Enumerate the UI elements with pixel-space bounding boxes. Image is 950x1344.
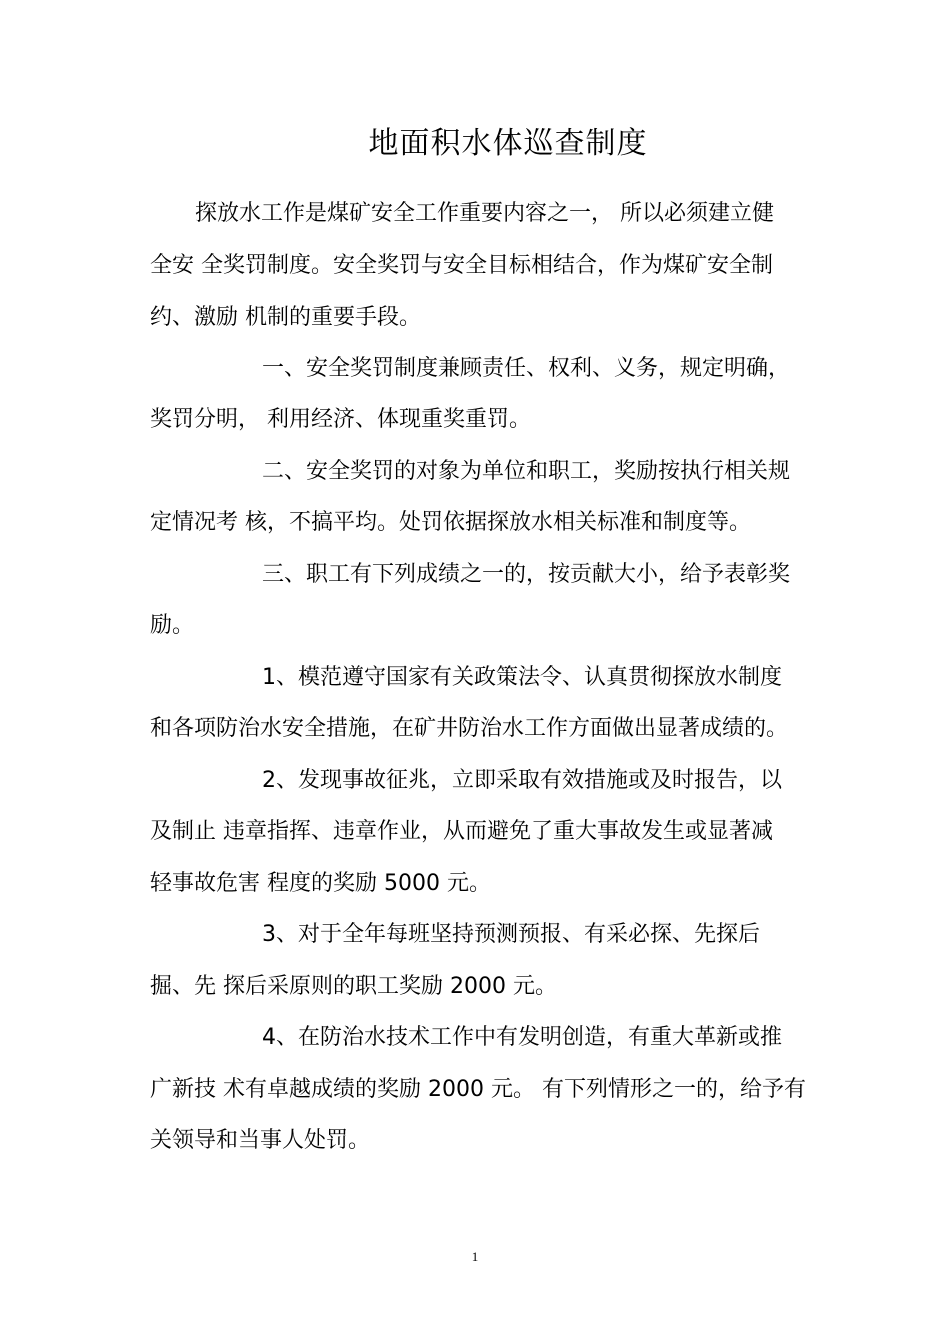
paragraph-line: 掘、先 探后采原则的职工奖励 2000 元。 (150, 974, 557, 999)
paragraph-line: 4、在防治水技术工作中有发明创造，有重大革新或推 (262, 1025, 782, 1050)
paragraph-line: 探放水工作是煤矿安全工作重要内容之一， 所以必须建立健 (195, 201, 774, 226)
paragraph-line: 广新技 术有卓越成绩的奖励 2000 元。 有下列情形之一的，给予有 (150, 1077, 806, 1102)
paragraph-line: 二、安全奖罚的对象为单位和职工，奖励按执行相关规 (262, 459, 791, 484)
paragraph-line: 及制止 违章指挥、违章作业，从而避免了重大事故发生或显著减 (150, 819, 773, 844)
paragraph-line: 三、职工有下列成绩之一的，按贡献大小，给予表彰奖 (262, 562, 791, 587)
paragraph-line: 约、激励 机制的重要手段。 (150, 305, 421, 330)
paragraph-line: 定情况考 核，不搞平均。处罚依据探放水相关标准和制度等。 (150, 510, 751, 535)
paragraph-line: 奖罚分明， 利用经济、体现重奖重罚。 (150, 407, 531, 432)
paragraph-line: 2、发现事故征兆，立即采取有效措施或及时报告，以 (262, 768, 782, 793)
paragraph-line: 励。 (150, 613, 195, 638)
page-number: 1 (471, 1249, 479, 1264)
document-title: 地面积水体巡查制度 (368, 126, 648, 161)
paragraph-line: 轻事故危害 程度的奖励 5000 元。 (150, 871, 491, 896)
paragraph-line: 和各项防治水安全措施，在矿井防治水工作方面做出显著成绩的。 (150, 716, 789, 741)
paragraph-line: 1、模范遵守国家有关政策法令、认真贯彻探放水制度 (262, 665, 782, 690)
paragraph-line: 全安 全奖罚制度。安全奖罚与安全目标相结合，作为煤矿安全制 (150, 253, 773, 278)
paragraph-line: 一、安全奖罚制度兼顾责任、权利、义务，规定明确， (262, 356, 791, 381)
paragraph-line: 3、对于全年每班坚持预测预报、有采必探、先探后 (262, 922, 760, 947)
paragraph-line: 关领导和当事人处罚。 (150, 1128, 371, 1153)
